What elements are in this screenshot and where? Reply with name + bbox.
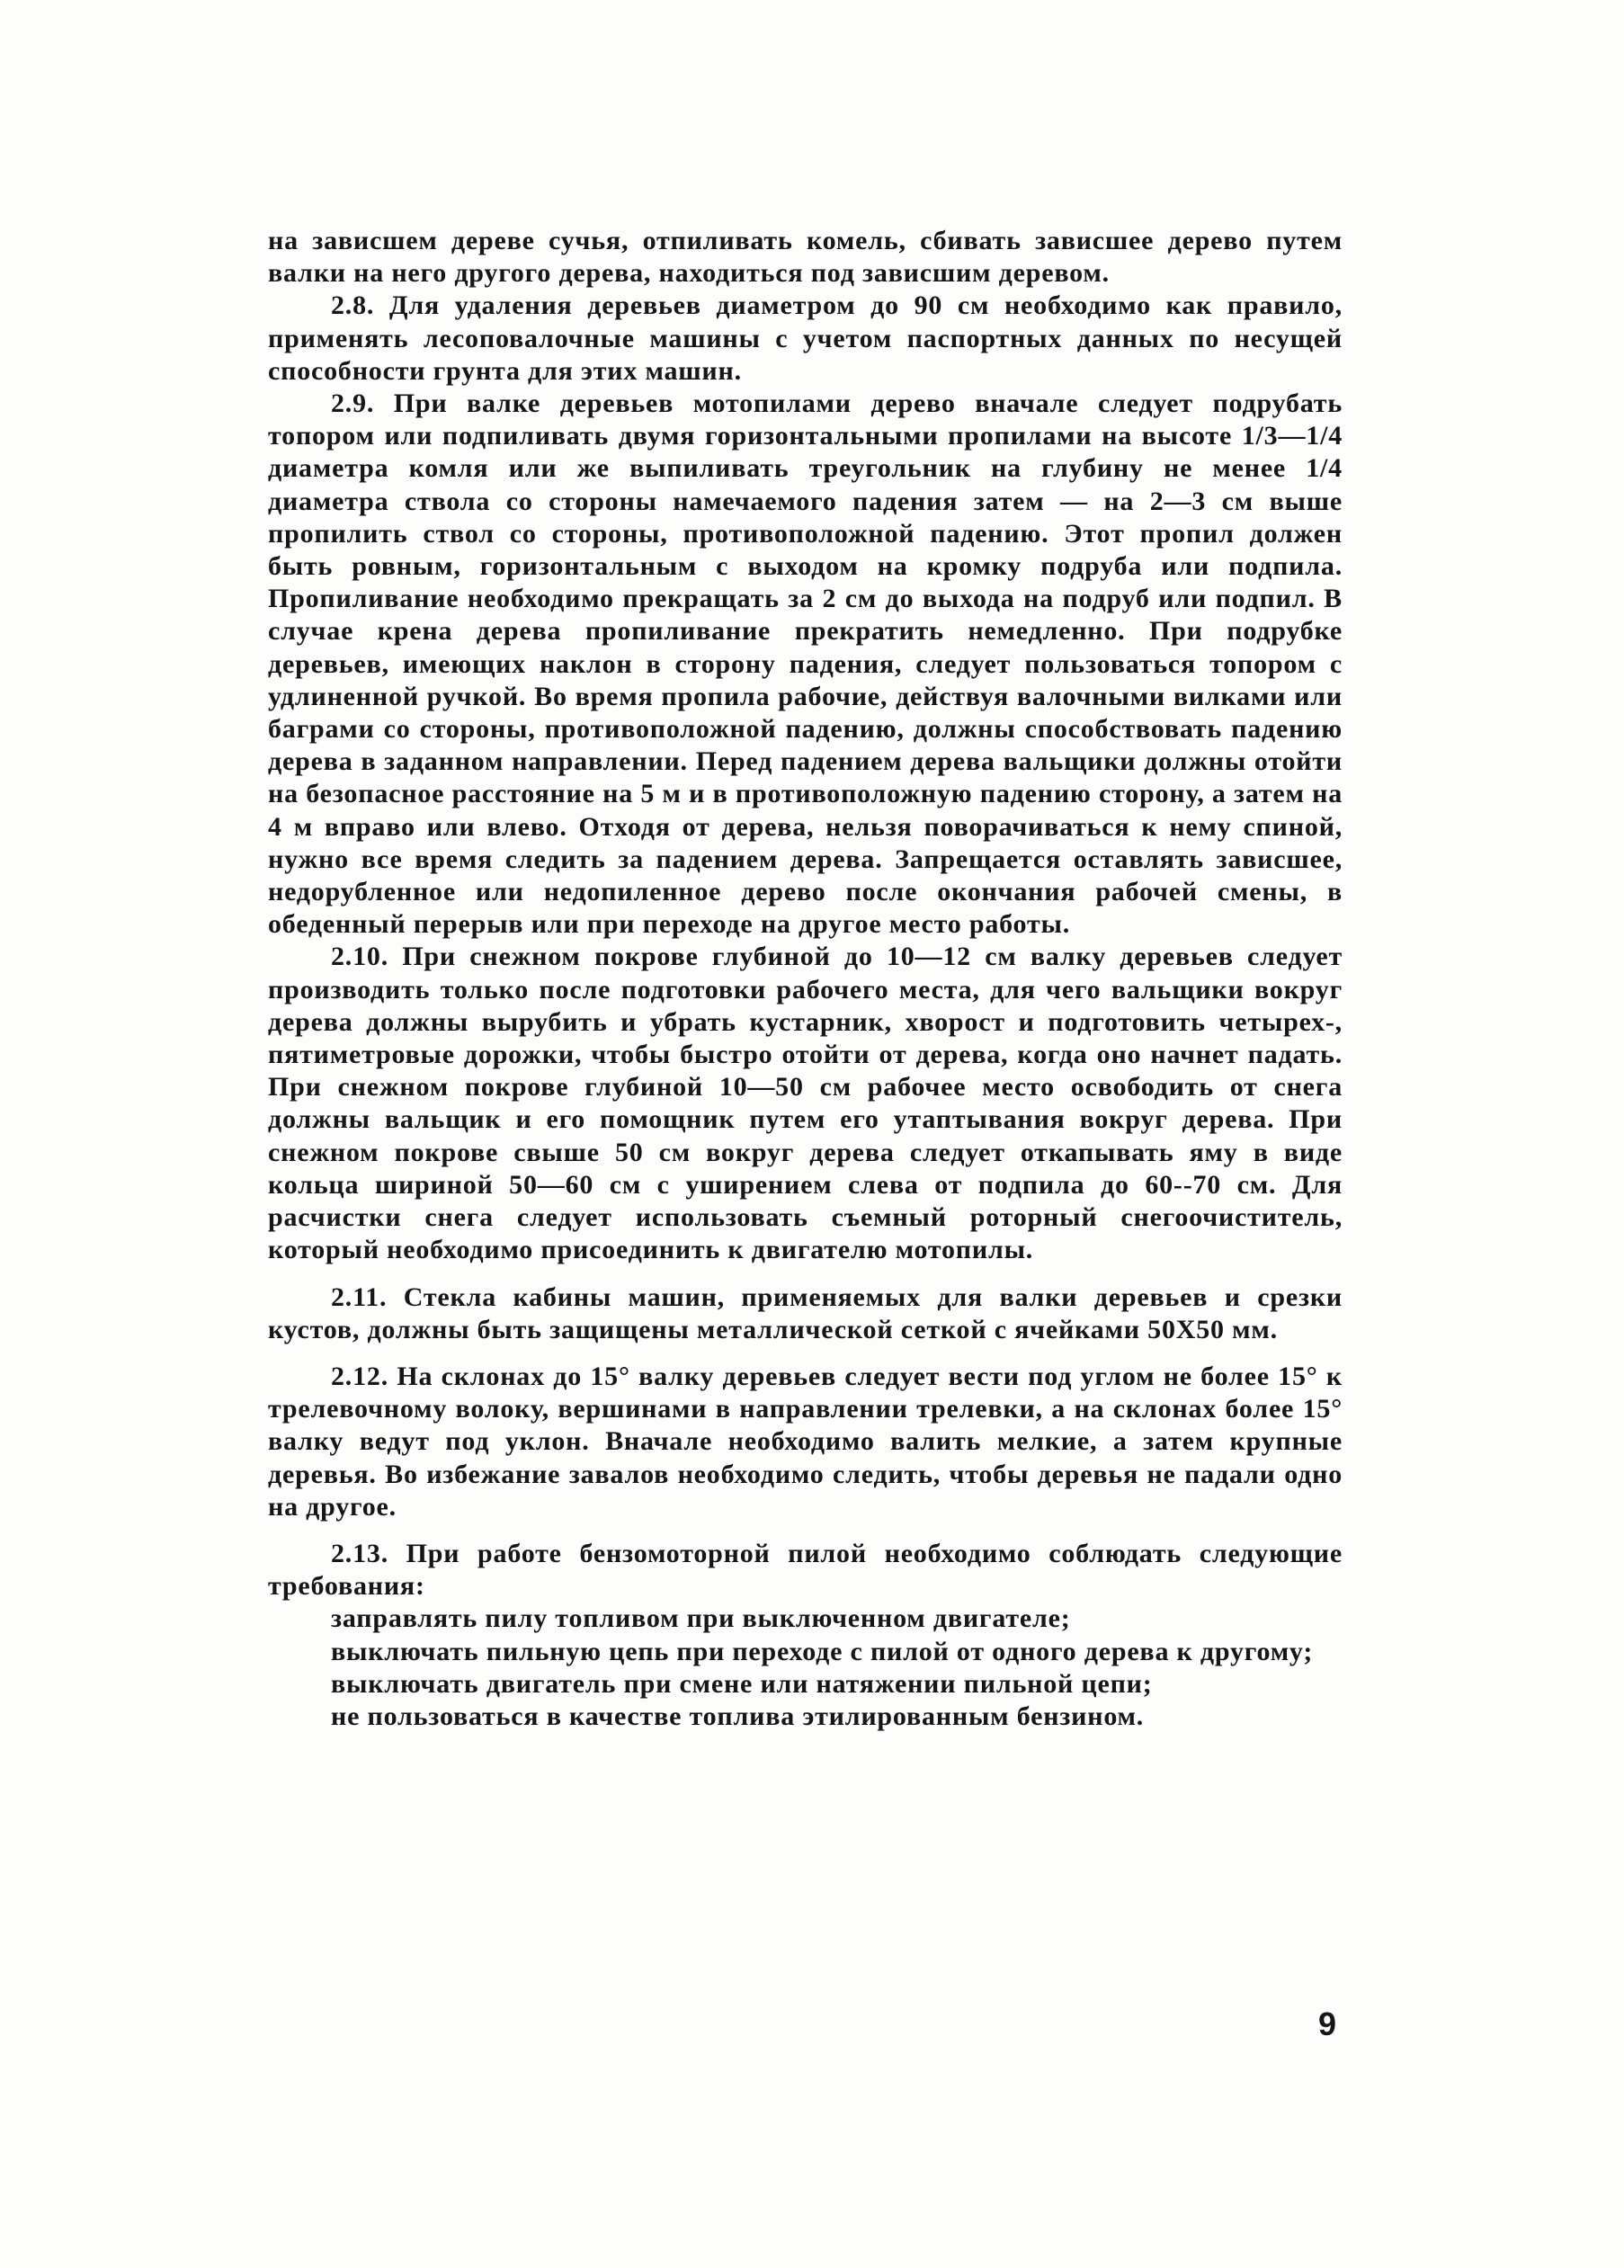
paragraph-2-9: 2.9. При валке деревьев мотопилами дерево вначале следует подрубать топором или подпиливать двумя горизонтальными пропилами на высоте 1/3—1/4 диаметра комля или же выпиливать треугольник на глубину не менее 1/4 диаметра ствола со стороны намечаемого падения затем — на 2—3 см выше пропилить ствол со стороны, противоположной падению. Этот пропил должен быть ровным, горизонтальным с выходом на кромку подруба или подпила. Пропиливание необходимо прекращать за 2 см до выхода на подруб или подпил. В случае крена дерева пропиливание прекратить немедленно. При подрубке деревьев, имеющих наклон в сторону падения, следует пользоваться топором с удлиненной ручкой. Во время пропила рабочие, действуя валочными вилками или баграми со стороны, противоположной падению, должны способствовать падению дерева в заданном направлении. Перед падением дерева вальщики должны отойти на безопасное расстояние на 5 м и в противоположную падению сторону, а затем на 4 м вправо или влево. Отходя от дерева, нельзя поворачиваться к нему спиной, нужно все время следить за падением дерева. Запрещается оставлять зависшее, недорубленное или недопиленное дерево после окончания рабочей смены, в обеденный перерыв или при переходе на другое место работы. xyxy=(268,388,1343,940)
requirement-item: не пользоваться в качестве топлива этилированным бензином. xyxy=(331,1701,1145,1731)
requirement-item: выключать двигатель при смене или натяжении пильной цепи; xyxy=(331,1668,1153,1699)
paragraph-2-8: 2.8. Для удаления деревьев диаметром до 90 см необходимо как правило, применять лесоповалочные машины с учетом паспортных данных по несущей способности грунта для этих машин. xyxy=(268,290,1343,386)
page-number: 9 xyxy=(1318,2005,1337,2042)
paragraph-continuation: на зависшем дереве сучья, отпиливать комель, сбивать зависшее дерево путем валки на него другого дерева, находиться под зависшим деревом. xyxy=(268,226,1343,289)
paragraph-2-13: 2.13. При работе бензомоторной пилой необходимо соблюдать следующие требования: xyxy=(268,1538,1343,1602)
requirement-item: заправлять пилу топливом при выключенном двигателе; xyxy=(331,1603,1071,1634)
body-text xyxy=(268,225,1343,1733)
paragraph-2-11: 2.11. Стекла кабины машин, применяемых для валки деревьев и срезки кустов, должны быть защищены металлической сеткой с ячейками 50Х50 мм. xyxy=(268,1281,1343,1344)
requirement-item: выключать пильную цепь при переходе с пилой от одного дерева к другому; xyxy=(331,1636,1314,1666)
paragraph-2-10: 2.10. При снежном покрове глубиной до 10—12 см валку деревьев следует производить только после подготовки рабочего места, для чего вальщики вокруг дерева должны вырубить и убрать кустарник, хворост и подготовить четырех-, пятиметровые дорожки, чтобы быстро отойти от дерева, когда оно начнет падать. При снежном покрове глубиной 10—50 см рабочее место освободить от снега должны вальщик и его помощник путем его утаптывания вокруг дерева. При снежном покрове свыше 50 см вокруг дерева следует откапывать яму в виде кольца шириной 50—60 см с уширением слева от подпила до 60--70 см. Для расчистки снега следует использовать съемный роторный снегоочиститель, который необходимо присоединить к двигателю мотопилы. xyxy=(268,942,1343,1265)
paragraph-2-12: 2.12. На склонах до 15° валку деревьев следует вести под углом не более 15° к трелевочному волоку, вершинами в направлении трелевки, а на склонах более 15° валку ведут под уклон. Вначале необходимо валить мелкие, а затем крупные деревья. Во избежание завалов необходимо следить, чтобы деревья не падали одно на другое. xyxy=(268,1361,1343,1522)
